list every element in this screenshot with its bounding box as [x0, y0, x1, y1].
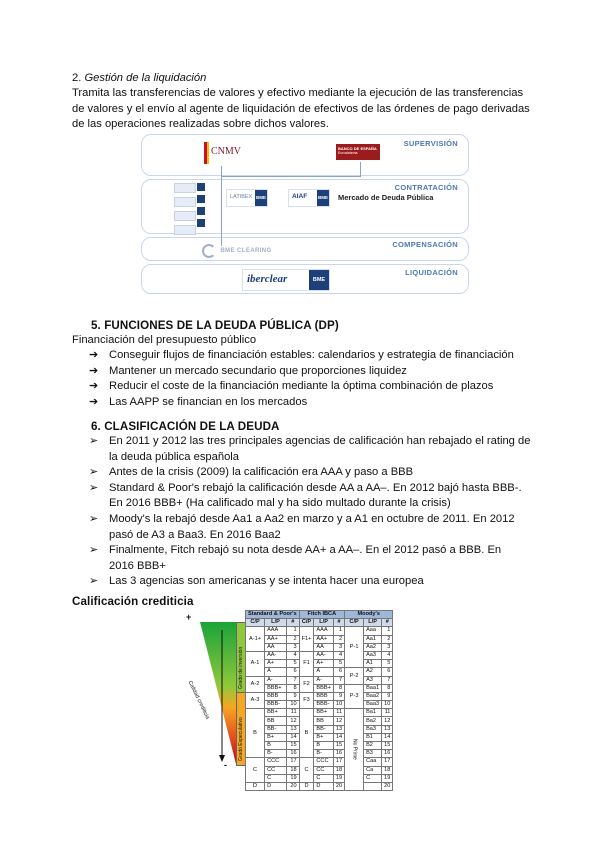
table-row: [246, 676, 393, 684]
table-row: [246, 635, 393, 643]
table-cell: 3: [286, 643, 299, 651]
list-item: [89, 364, 529, 380]
bme-mini-stack: [197, 183, 205, 231]
table-cell: BBB: [265, 692, 287, 700]
section5-list: [89, 348, 529, 410]
rating-figure: [180, 610, 430, 790]
arrow-icon: ➔: [89, 349, 99, 361]
table-cell: 9: [286, 692, 299, 700]
table-cell: 11: [382, 709, 393, 717]
table-cell: 13: [333, 725, 344, 733]
subhead: C/P: [299, 619, 314, 627]
table-cell: P-2: [345, 668, 364, 684]
banco-espana-sub: Eurosistema: [338, 151, 358, 155]
table-row: [246, 651, 393, 659]
table-cell: BB-: [314, 725, 333, 733]
table-cell: 13: [286, 725, 299, 733]
section5-title: 5. FUNCIONES DE LA DEUDA PÚBLICA (DP): [91, 319, 339, 332]
table-cell: 11: [286, 709, 299, 717]
table-cell: A+: [314, 660, 333, 668]
table-cell: CCC: [314, 758, 333, 766]
cnmv-logo: [204, 142, 242, 164]
list-item-text: En 2011 y 2012 las tres principales agencias de calificación han rebajado el rating de: [109, 435, 531, 447]
rating-table: [245, 610, 393, 791]
table-cell: 5: [382, 660, 393, 668]
table-cell: 17: [286, 758, 299, 766]
subhead: C/P: [345, 619, 364, 627]
table-cell: 4: [382, 651, 393, 659]
table-cell: BB: [314, 717, 333, 725]
table-cell: 14: [333, 733, 344, 741]
table-cell: 12: [333, 717, 344, 725]
table-cell: 12: [286, 717, 299, 725]
list-item-text: la deuda pública española: [109, 450, 240, 463]
table-cell: 16: [382, 750, 393, 758]
table-cell: 5: [333, 660, 344, 668]
table-cell: 17: [333, 758, 344, 766]
section2-title-text: Gestión de la liquidación: [84, 72, 207, 84]
table-cell: AA: [265, 643, 287, 651]
calidad-label: Calidad crediticia: [186, 680, 211, 721]
table-cell: BBB: [314, 692, 333, 700]
table-cell: 10: [286, 701, 299, 709]
list-item: [89, 481, 539, 512]
table-cell: F2: [299, 676, 314, 692]
table-cell: 2: [333, 635, 344, 643]
table-row: [246, 742, 393, 750]
table-cell: 12: [382, 717, 393, 725]
table-cell: B3: [364, 750, 382, 758]
table-cell: B+: [314, 733, 333, 741]
section2-number: 2.: [72, 72, 82, 84]
aiaf-logo: [288, 189, 330, 207]
table-cell: F1: [299, 651, 314, 676]
table-cell: 10: [333, 701, 344, 709]
list-item-text: En 2016 BBB+ (Ha calificado mal y ha sido multado durante la crisis): [109, 497, 451, 510]
table-cell: 8: [286, 684, 299, 692]
subhead: #: [382, 619, 393, 627]
subhead: C/P: [246, 619, 265, 627]
table-cell: BBB+: [314, 684, 333, 692]
section6-title: 6. CLASIFICACIÓN DE LA DEUDA: [91, 420, 280, 433]
table-cell: Baa2: [364, 692, 382, 700]
table-cell: C: [299, 758, 314, 783]
table-cell: [364, 782, 382, 790]
table-cell: A-1: [246, 651, 265, 676]
table-cell: C: [246, 758, 265, 783]
table-cell: B-: [314, 750, 333, 758]
band-liquidacion: LIQUIDACIÓN: [405, 268, 458, 277]
connector-right: [360, 162, 361, 177]
iberclear-bme-badge: BME: [309, 270, 329, 290]
table-cell: 10: [382, 701, 393, 709]
table-cell: 20: [286, 782, 299, 790]
table-cell: 14: [382, 733, 393, 741]
table-cell: A: [314, 668, 333, 676]
table-cell: 2: [286, 635, 299, 643]
table-cell: B: [246, 709, 265, 758]
table-cell: B2: [364, 742, 382, 750]
table-cell: F1+: [299, 627, 314, 652]
table-cell: 7: [382, 676, 393, 684]
agency-fitch: Fitch IBCA: [299, 611, 345, 619]
aiaf-text: AIAF: [292, 193, 308, 200]
table-cell: 20: [333, 782, 344, 790]
chevron-icon: ➢: [89, 435, 99, 447]
table-cell: A-2: [246, 676, 265, 692]
agency-moody: Moody's: [345, 611, 393, 619]
table-cell: BBB+: [265, 684, 287, 692]
iberclear-logo: [242, 269, 330, 291]
list-item-text: Reducir el coste de la financiación mediante la óptima combinación de plazos: [109, 380, 494, 393]
table-cell: C: [265, 774, 287, 782]
connector-horizontal: [221, 176, 361, 177]
table-cell: 5: [286, 660, 299, 668]
table-cell: A-: [265, 676, 287, 684]
aiaf-bme-badge: BME: [317, 190, 329, 206]
table-cell: 16: [333, 750, 344, 758]
no-prime-label: No Prime: [345, 709, 364, 791]
table-cell: 19: [382, 774, 393, 782]
table-cell: 19: [333, 774, 344, 782]
table-cell: B-: [265, 750, 287, 758]
table-cell: 6: [382, 668, 393, 676]
section6-list: [89, 434, 539, 590]
chevron-icon: ➢: [89, 466, 99, 479]
list-item-text: 2016 BBB+: [109, 559, 166, 572]
plus-sign: +: [186, 612, 192, 622]
table-cell: 15: [333, 742, 344, 750]
chevron-icon: ➢: [89, 512, 99, 525]
table-cell: BB-: [265, 725, 287, 733]
table-cell: 6: [286, 668, 299, 676]
list-item-text: Conseguir flujos de financiación estables: calendarios y estrategia de financiación: [109, 349, 514, 361]
table-row: [246, 668, 393, 676]
table-cell: 8: [333, 684, 344, 692]
arrow-icon: ➔: [89, 395, 99, 408]
table-row: [246, 701, 393, 709]
table-row: [246, 758, 393, 766]
table-cell: Ba3: [364, 725, 382, 733]
table-cell: 1: [286, 627, 299, 635]
table-row: [246, 774, 393, 782]
latibex-text: LATIBEX: [230, 194, 253, 200]
table-cell: A-: [314, 676, 333, 684]
table-cell: B1: [364, 733, 382, 741]
table-cell: 4: [286, 651, 299, 659]
table-row: [246, 733, 393, 741]
list-item: [89, 512, 539, 543]
list-item-text: Standard & Poor's rebajó la calificación desde AA a AA–. En 2012 bajó hasta BBB-.: [109, 481, 522, 494]
table-cell: 18: [333, 766, 344, 774]
table-cell: 1: [333, 627, 344, 635]
mercado-deuda-label: Mercado de Deuda Pública: [338, 193, 434, 202]
subhead: L/P: [364, 619, 382, 627]
table-cell: BB+: [265, 709, 287, 717]
table-cell: Ba1: [364, 709, 382, 717]
table-cell: CC: [265, 766, 287, 774]
list-item: [89, 434, 539, 465]
table-cell: Aa2: [364, 643, 382, 651]
table-cell: 13: [382, 725, 393, 733]
iberclear-text: iberclear: [247, 273, 288, 285]
table-row: [246, 692, 393, 700]
band-compensacion: COMPENSACIÓN: [392, 240, 458, 249]
table-cell: P-1: [345, 627, 364, 668]
table-cell: AA: [314, 643, 333, 651]
chevron-icon: ➢: [89, 575, 99, 588]
table-cell: B+: [265, 733, 287, 741]
table-cell: 20: [382, 782, 393, 790]
table-cell: Aa1: [364, 635, 382, 643]
rating-title: Calificación crediticia: [72, 595, 194, 608]
minus-sign: -: [224, 760, 227, 770]
triangle-shape: [200, 622, 236, 764]
table-row: [246, 717, 393, 725]
subhead: #: [333, 619, 344, 627]
table-cell: A-3: [246, 692, 265, 708]
table-cell: CCC: [265, 758, 287, 766]
list-item-text: Mantener un mercado secundario que proporciones liquidez: [109, 364, 407, 377]
list-item: [89, 465, 539, 481]
band-contratacion: CONTRATACIÓN: [394, 183, 458, 192]
table-cell: BB: [265, 717, 287, 725]
subhead: L/P: [265, 619, 287, 627]
table-cell: B: [265, 742, 287, 750]
list-item-text: Las 3 agencias son americanas y se intenta hacer una europea: [109, 575, 424, 588]
table-cell: 4: [333, 651, 344, 659]
table-cell: A-1+: [246, 627, 265, 652]
bme-clearing-logo: [202, 242, 272, 260]
list-item: [89, 574, 539, 590]
quality-triangle: [180, 610, 240, 770]
section2-line-1: Tramita las transferencias de valores y efectivo mediante la ejecución de las transferencias: [72, 87, 524, 99]
table-cell: C: [364, 774, 382, 782]
table-cell: B: [314, 742, 333, 750]
table-row: [246, 660, 393, 668]
table-cell: Baa3: [364, 701, 382, 709]
table-cell: AA-: [314, 651, 333, 659]
table-row: [246, 725, 393, 733]
exchange-logos-stack: [174, 183, 196, 231]
table-cell: BB+: [314, 709, 333, 717]
market-structure-diagram: [140, 132, 470, 294]
table-cell: D: [314, 782, 333, 790]
table-row: [246, 766, 393, 774]
chevron-icon: ➢: [89, 481, 99, 494]
section2-line-3: de las operaciones realizadas sobre dichos valores.: [72, 118, 329, 130]
table-cell: Ba2: [364, 717, 382, 725]
table-cell: A3: [364, 676, 382, 684]
section2-title: [72, 71, 206, 87]
table-cell: AAA: [265, 627, 287, 635]
list-item-text: Finalmente, Fitch rebajó su nota desde AA+ a AA–. En el 2012 pasó a BBB. En: [109, 544, 502, 557]
subhead: L/P: [314, 619, 333, 627]
table-cell: A2: [364, 668, 382, 676]
table-cell: A1: [364, 660, 382, 668]
section2-line-2: de valores y el envío al agente de liquidación de efectivos de las órdenes de pago derivadas: [72, 103, 530, 115]
list-item-text: pasó de A3 a Baa3. En 2016 Baa2: [109, 528, 281, 541]
table-cell: Aa3: [364, 651, 382, 659]
table-row: [246, 782, 393, 790]
banco-espana-text: BANCO DE ESPAÑA: [338, 146, 377, 151]
table-cell: 16: [286, 750, 299, 758]
list-item: [89, 348, 529, 364]
table-row: [246, 643, 393, 651]
table-cell: BBB-: [265, 701, 287, 709]
table-cell: D: [246, 782, 265, 790]
table-cell: Baa1: [364, 684, 382, 692]
bme-clearing-text: BME CLEARING: [220, 247, 272, 254]
table-cell: 15: [382, 742, 393, 750]
table-cell: 1: [382, 627, 393, 635]
table-row: [246, 709, 393, 717]
connector-vertical: [221, 166, 222, 246]
table-cell: 3: [333, 643, 344, 651]
section5-intro: Financiación del presupuesto público: [72, 334, 257, 346]
table-cell: F3: [299, 692, 314, 708]
list-item: [89, 543, 539, 574]
table-cell: AAA: [314, 627, 333, 635]
table-row: [246, 627, 393, 635]
table-cell: 14: [286, 733, 299, 741]
table-cell: C: [314, 774, 333, 782]
table-cell: 15: [286, 742, 299, 750]
latibex-logo: [226, 189, 268, 207]
table-cell: 2: [382, 635, 393, 643]
table-cell: 6: [333, 668, 344, 676]
table-cell: 8: [382, 684, 393, 692]
table-cell: 17: [382, 758, 393, 766]
table-cell: 3: [382, 643, 393, 651]
table-cell: D: [265, 782, 287, 790]
table-cell: BBB-: [314, 701, 333, 709]
table-cell: 9: [382, 692, 393, 700]
table-cell: 7: [286, 676, 299, 684]
table-cell: Ca: [364, 766, 382, 774]
table-cell: Aaa: [364, 627, 382, 635]
subhead: #: [286, 619, 299, 627]
banco-espana-logo: [336, 144, 380, 160]
arrow-icon: ➔: [89, 380, 99, 393]
list-item-text: Moody's la rebajó desde Aa1 a Aa2 en marzo y a A1 en octubre de 2011. En 2012: [109, 512, 515, 525]
list-item: [89, 395, 529, 411]
list-item-text: Antes de la crisis (2009) la calificación era AAA y paso a BBB: [109, 466, 414, 479]
grado-especulativo-label: Grado Especulativo: [238, 717, 244, 761]
grado-inversion-label: Grado de inversión: [238, 646, 244, 689]
table-cell: Caa: [364, 758, 382, 766]
table-cell: B: [299, 709, 314, 758]
table-cell: 7: [333, 676, 344, 684]
arrow-icon: ➔: [89, 364, 99, 377]
table-cell: CC: [314, 766, 333, 774]
table-row: [246, 750, 393, 758]
list-item-text: Las AAPP se financian en los mercados: [109, 395, 308, 408]
table-cell: AA+: [314, 635, 333, 643]
cnmv-text: CNMV: [211, 146, 242, 157]
table-cell: 18: [286, 766, 299, 774]
table-row: [246, 684, 393, 692]
agency-sp: Standard & Poor's: [246, 611, 300, 619]
table-cell: AA-: [265, 651, 287, 659]
table-cell: P-3: [345, 684, 364, 709]
table-cell: AA+: [265, 635, 287, 643]
list-item: [89, 379, 529, 395]
chevron-icon: ➢: [89, 544, 99, 557]
table-cell: 11: [333, 709, 344, 717]
table-cell: 18: [382, 766, 393, 774]
table-cell: A+: [265, 660, 287, 668]
table-cell: 9: [333, 692, 344, 700]
table-cell: 19: [286, 774, 299, 782]
latibex-bme-badge: BME: [255, 190, 267, 206]
table-cell: D: [299, 782, 314, 790]
table-cell: A: [265, 668, 287, 676]
band-supervision: SUPERVISIÓN: [403, 139, 458, 148]
